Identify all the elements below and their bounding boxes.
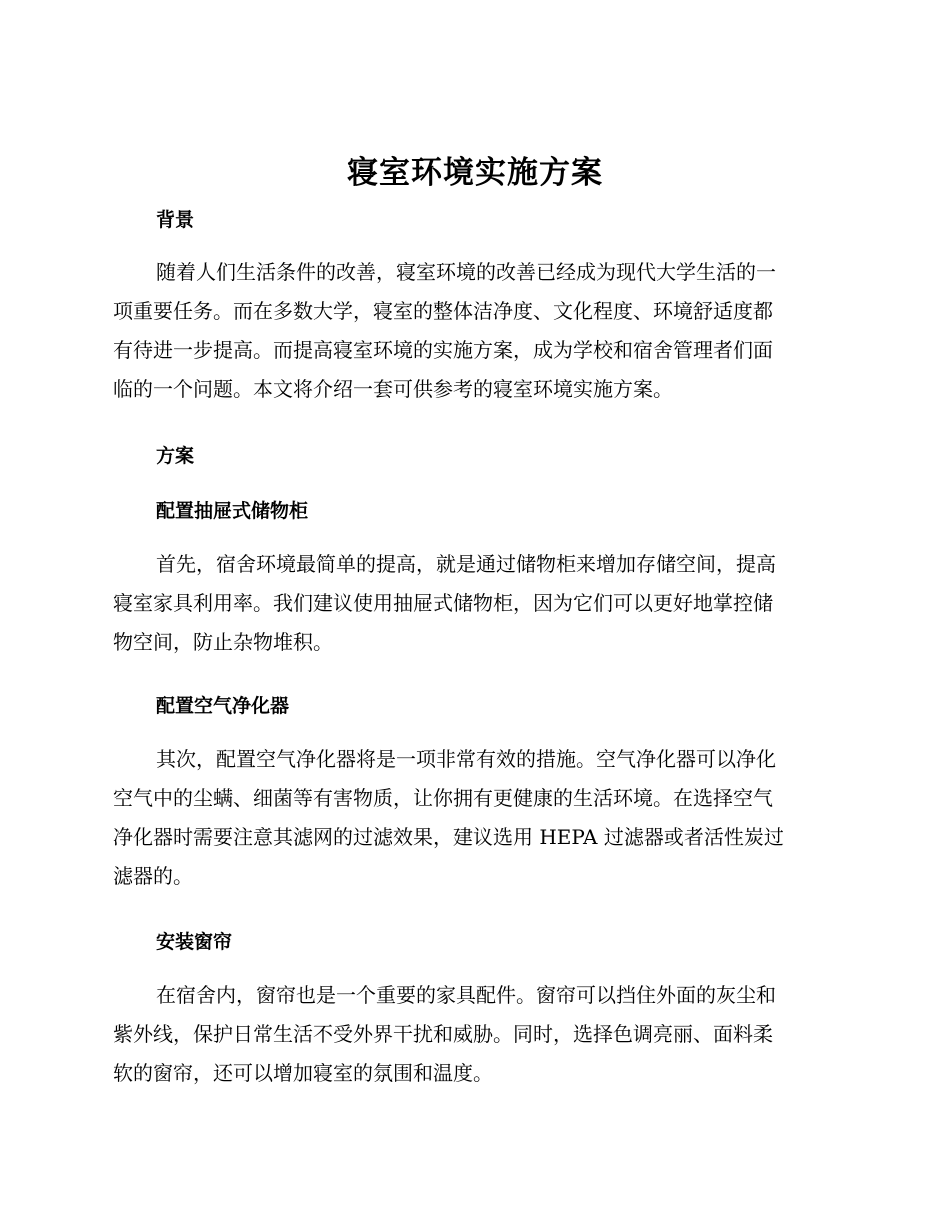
- paragraph-storage: [113, 545, 833, 662]
- heading-purifier: 配置空气净化器: [156, 695, 290, 717]
- paragraph-line: 滤器的。: [113, 864, 193, 888]
- paragraph-line: 软的窗帘，还可以增加寝室的氛围和温度。: [113, 1061, 493, 1085]
- paragraph-line: 临的一个问题。本文将介绍一套可供参考的寝室环境实施方案。: [113, 377, 673, 401]
- paragraph-line: 紫外线，保护日常生活不受外界干扰和威胁。同时，选择色调亮丽、面料柔: [113, 1022, 773, 1046]
- document-title: 寝室环境实施方案: [347, 155, 603, 191]
- paragraph-line: 寝室家具利用率。我们建议使用抽屉式储物柜，因为它们可以更好地掌控储: [113, 591, 773, 615]
- heading-plan: 方案: [156, 445, 195, 467]
- paragraph-line: 首先，宿舍环境最简单的提高，就是通过储物柜来增加存储空间，提高: [156, 552, 776, 576]
- heading-background: 背景: [156, 209, 195, 231]
- paragraph-line: 其次，配置空气净化器将是一项非常有效的措施。空气净化器可以净化: [156, 747, 776, 771]
- paragraph-line: 有待进一步提高。而提高寝室环境的实施方案，成为学校和宿舍管理者们面: [113, 338, 773, 362]
- paragraph-purifier: [113, 740, 833, 896]
- paragraph-line: 物空间，防止杂物堆积。: [113, 630, 333, 654]
- heading-storage: 配置抽屉式储物柜: [156, 500, 309, 522]
- paragraph-curtain: [113, 976, 833, 1093]
- paragraph-line: 在宿舍内，窗帘也是一个重要的家具配件。窗帘可以挡住外面的灰尘和: [156, 983, 776, 1007]
- heading-curtain: 安装窗帘: [156, 931, 233, 953]
- paragraph-line: 空气中的尘螨、细菌等有害物质，让你拥有更健康的生活环境。在选择空气: [113, 786, 773, 810]
- paragraph-line: 项重要任务。而在多数大学，寝室的整体洁净度、文化程度、环境舒适度都: [113, 299, 773, 323]
- paragraph-line: 净化器时需要注意其滤网的过滤效果，建议选用 HEPA 过滤器或者活性炭过: [113, 825, 784, 849]
- paragraph-line: 随着人们生活条件的改善，寝室环境的改善已经成为现代大学生活的一: [156, 260, 776, 284]
- paragraph-background: [113, 253, 833, 409]
